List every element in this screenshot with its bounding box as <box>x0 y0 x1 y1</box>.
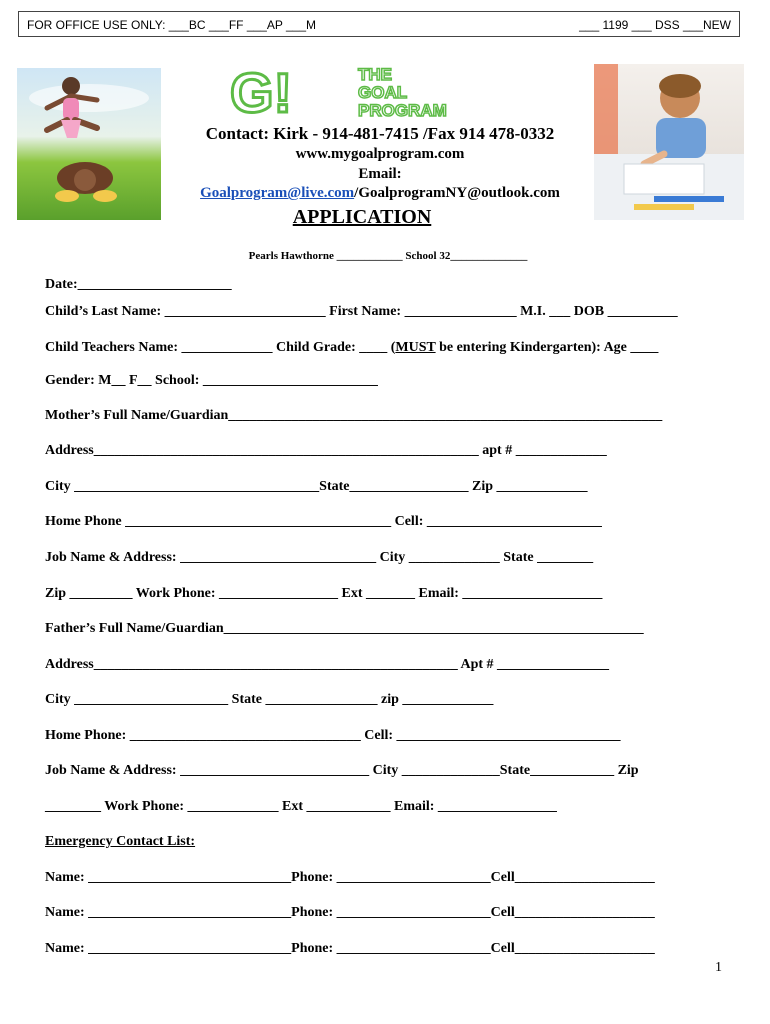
mother-address-row[interactable]: Address_______________________________________________________ apt # _____________ <box>45 443 607 458</box>
school-options: Pearls Hawthorne ____________ School 32______________ <box>248 250 528 262</box>
emergency-heading: Emergency Contact List: <box>45 834 196 849</box>
logo-mark: G! <box>230 62 293 120</box>
father-phone-row[interactable]: Home Phone: _________________________________ Cell: ________________________________ <box>45 728 621 743</box>
date-field[interactable]: Date:______________________ <box>45 277 232 292</box>
logo-line1: THE <box>358 65 392 84</box>
logo-line2: GOAL <box>358 83 408 102</box>
email-line <box>0 185 760 202</box>
mother-zip-work-row[interactable]: Zip _________ Work Phone: _________________ Ext _______ Email: ____________________ <box>45 586 603 601</box>
kindergarten-age-text: be entering Kindergarten): Age ____ <box>435 340 659 355</box>
child-teacher-row[interactable] <box>45 340 658 356</box>
mother-job-row[interactable]: Job Name & Address: ____________________________ City _____________ State ________ <box>45 550 594 565</box>
email-second: /GoalprogramNY@outlook.com <box>354 185 560 201</box>
father-work-row[interactable]: ________ Work Phone: _____________ Ext ____________ Email: _________________ <box>45 799 557 814</box>
goal-program-logo <box>228 62 528 120</box>
teacher-grade-text: Child Teachers Name: _____________ Child Grade: ____ ( <box>45 340 396 355</box>
emergency-contact-row[interactable]: Name: _____________________________Phone: ______________________Cell____________________ <box>45 905 655 920</box>
mother-city-row[interactable]: City ___________________________________State_________________ Zip _____________ <box>45 479 588 494</box>
father-job-row[interactable]: Job Name & Address: ___________________________ City ______________State____________ Zip <box>45 763 639 778</box>
office-use-left: FOR OFFICE USE ONLY: ___BC ___FF ___AP ___M <box>27 18 317 32</box>
mother-phone-row[interactable]: Home Phone ______________________________________ Cell: _________________________ <box>45 514 602 529</box>
contact-line: Contact: Kirk - 914-481-7415 /Fax 914 478-0332 <box>205 124 555 143</box>
father-city-row[interactable]: City ______________________ State ________________ zip _____________ <box>45 692 494 707</box>
page-number: 1 <box>715 960 722 975</box>
gender-school-row[interactable]: Gender: M__ F__ School: _________________________ <box>45 373 378 388</box>
email-label: Email: <box>358 166 402 182</box>
office-use-right: ___ 1199 ___ DSS ___NEW <box>579 18 731 32</box>
emergency-contact-row[interactable]: Name: _____________________________Phone: ______________________Cell____________________ <box>45 941 655 956</box>
must-text: MUST <box>395 340 436 355</box>
mother-name-row[interactable]: Mother’s Full Name/Guardian______________________________________________________________ <box>45 408 663 423</box>
email-link[interactable]: Goalprogram@live.com <box>200 185 355 201</box>
logo-line3: PROGRAM <box>358 101 447 120</box>
application-title: APPLICATION <box>292 206 432 228</box>
website: www.mygoalprogram.com <box>295 146 465 162</box>
father-address-row[interactable]: Address____________________________________________________ Apt # ________________ <box>45 657 610 672</box>
emergency-contact-row[interactable]: Name: _____________________________Phone: ______________________Cell____________________ <box>45 870 655 885</box>
office-use-box <box>18 11 740 37</box>
child-name-row[interactable]: Child’s Last Name: _______________________ First Name: ________________ M.I. ___ DOB __________ <box>45 304 678 319</box>
father-name-row[interactable]: Father’s Full Name/Guardian____________________________________________________________ <box>45 621 644 636</box>
